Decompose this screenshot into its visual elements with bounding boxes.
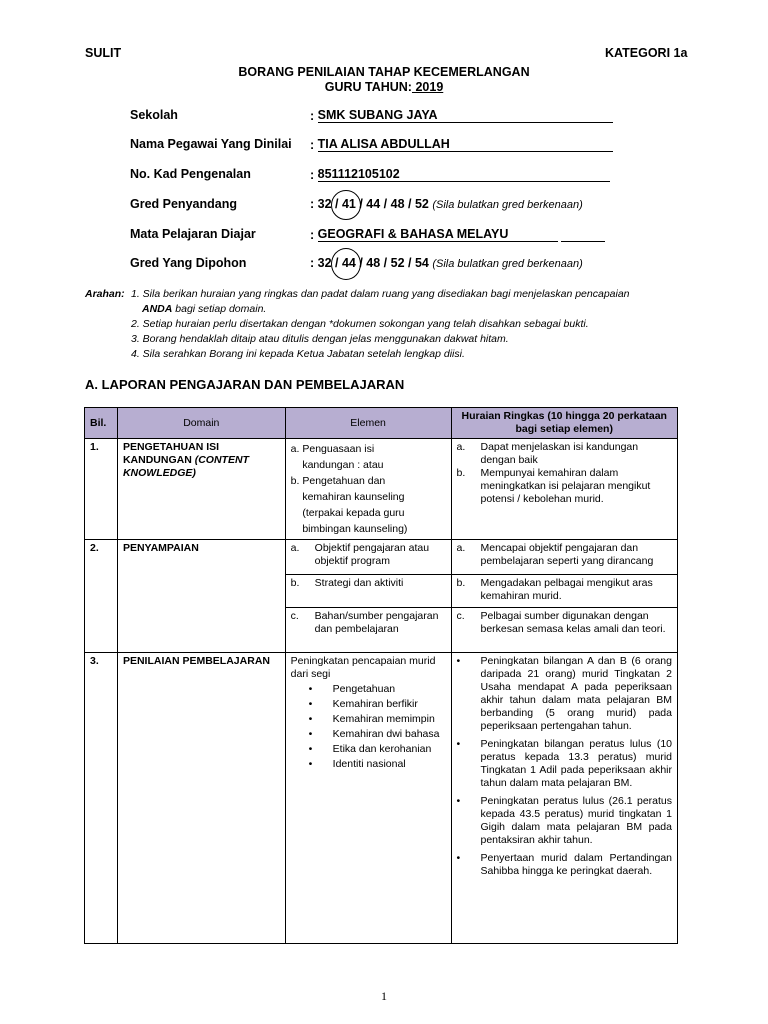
instruction-4: 4. Sila serahkan Borang ini kepada Ketua Jabatan setelah lengkap diisi. [131, 348, 465, 360]
elemen-cell: a. Penguasaan isi kandungan : atau b. Pengetahuan dan kemahiran kaunseling (terpakai kepada guru bimbingan kaunseling) [285, 439, 451, 540]
report-table [84, 407, 678, 944]
sekolah-field[interactable]: : SMK SUBANG JAYA [310, 108, 613, 123]
table-header-row [85, 408, 678, 439]
elemen-cell: c. Bahan/sumber pengajaran dan pembelajaran [285, 608, 451, 653]
instructions-label: Arahan: [85, 288, 125, 300]
nama-field[interactable]: : TIA ALISA ABDULLAH [310, 137, 613, 152]
gred-penyandang-options[interactable]: : 32 / 41 / 44 / 48 / 52 (Sila bulatkan gred berkenaan) [310, 197, 583, 211]
elemen-cell: a. Objektif pengajaran atau objektif program [285, 540, 451, 575]
classification-label: SULIT [85, 46, 122, 60]
row-number: 2. [85, 540, 118, 653]
form-title: BORANG PENILAIAN TAHAP KECEMERLANGAN [238, 65, 530, 79]
domain-cell: PENGETAHUAN ISI KANDUNGAN (CONTENT KNOWLEDGE) [117, 439, 285, 540]
table-row [85, 439, 678, 540]
header-domain: Domain [117, 408, 285, 439]
huraian-cell[interactable]: b. Mengadakan pelbagai mengikut aras kemahiran murid. [451, 575, 678, 608]
gred-selected[interactable]: 41 [341, 197, 356, 211]
instruction-1: 1. Sila berikan huraian yang ringkas dan padat dalam ruang yang disediakan bagi menjelaskan pencapaian [131, 288, 630, 300]
section-heading: A. LAPORAN PENGAJARAN DAN PEMBELAJARAN [85, 377, 405, 392]
huraian-cell[interactable]: a. Mencapai objektif pengajaran dan pembelajaran seperti yang dirancang [451, 540, 678, 575]
kad-field[interactable]: : 851112105102 [310, 167, 610, 182]
form-subtitle: GURU TAHUN: 2019 [324, 80, 444, 94]
table-row [85, 653, 678, 944]
header-elemen: Elemen [285, 408, 451, 439]
instruction-2: 2. Setiap huraian perlu disertakan dengan *dokumen sokongan yang telah disahkan sebagai bukti. [131, 318, 589, 330]
gred-penyandang-label: Gred Penyandang [130, 197, 237, 211]
huraian-cell[interactable]: • Peningkatan bilangan A dan B (6 orang daripada 21 orang) murid Tingkatan 2 Usaha mendapat A pada peperiksaan akhir tahun dalam mata pelajaran BM berbanding (5 orang murid) pada peperiksaan pertengahan tahun. • Peningkatan bilangan peratus lulus (10 peratus kepada 13.3 peratus) murid Tingkatan 1 Adil pada peperiksaan akhir tahun dalam mata pelajaran BM. • Peningkatan peratus lulus (26.1 peratus kepada 43.5 peratus) murid tingkatan 1 Gigih dalam mata pelajaran BM pada pentaksiran akhir tahun. • Penyertaan murid dalam Pertandingan Sahibba hingga ke peringkat daerah. [451, 653, 678, 944]
instruction-3: 3. Borang hendaklah ditaip atau ditulis dengan jelas menggunakan dakwat hitam. [131, 333, 509, 345]
instruction-1-cont: ANDA bagi setiap domain. [142, 303, 267, 315]
domain-cell: PENYAMPAIAN [117, 540, 285, 653]
gred-dipohon-options[interactable]: : 32 / 44 / 48 / 52 / 54 (Sila bulatkan gred berkenaan) [310, 256, 583, 270]
selection-circle [331, 190, 361, 220]
instructions [85, 287, 685, 362]
mata-pelajaran-field[interactable]: : GEOGRAFI & BAHASA MELAYU [310, 227, 605, 242]
elemen-cell: Peningkatan pencapaian murid dari segi • Pengetahuan • Kemahiran berfikir • Kemahiran memimpin • Kemahiran dwi bahasa • Etika dan kerohanian • Identiti nasional [285, 653, 451, 944]
year-value: 2019 [411, 80, 444, 94]
page-number: 1 [381, 989, 387, 1003]
gred-selected[interactable]: 44 [341, 256, 356, 270]
selection-circle [331, 248, 361, 280]
category-label: KATEGORI 1a [605, 46, 688, 60]
table-row [85, 540, 678, 575]
domain-cell: PENILAIAN PEMBELAJARAN [117, 653, 285, 944]
huraian-cell[interactable]: a. Dapat menjelaskan isi kandungan dengan baik b. Mempunyai kemahiran dalam meningkatkan isi pelajaran mengikut potensi / kebolehan murid. [451, 439, 678, 540]
row-number: 3. [85, 653, 118, 944]
nama-label: Nama Pegawai Yang Dinilai [130, 137, 292, 151]
gred-note: (Sila bulatkan gred berkenaan) [432, 199, 583, 211]
mata-pelajaran-label: Mata Pelajaran Diajar [130, 227, 256, 241]
elemen-cell: b. Strategi dan aktiviti [285, 575, 451, 608]
gred-note: (Sila bulatkan gred berkenaan) [432, 258, 583, 270]
header-bil: Bil. [85, 408, 118, 439]
kad-label: No. Kad Pengenalan [130, 167, 251, 181]
header-huraian: Huraian Ringkas (10 hingga 20 perkataan bagi setiap elemen) [451, 408, 678, 439]
huraian-cell[interactable]: c. Pelbagai sumber digunakan dengan berkesan semasa kelas amali dan teori. [451, 608, 678, 653]
gred-dipohon-label: Gred Yang Dipohon [130, 256, 247, 270]
sekolah-label: Sekolah [130, 108, 178, 122]
row-number: 1. [85, 439, 118, 540]
